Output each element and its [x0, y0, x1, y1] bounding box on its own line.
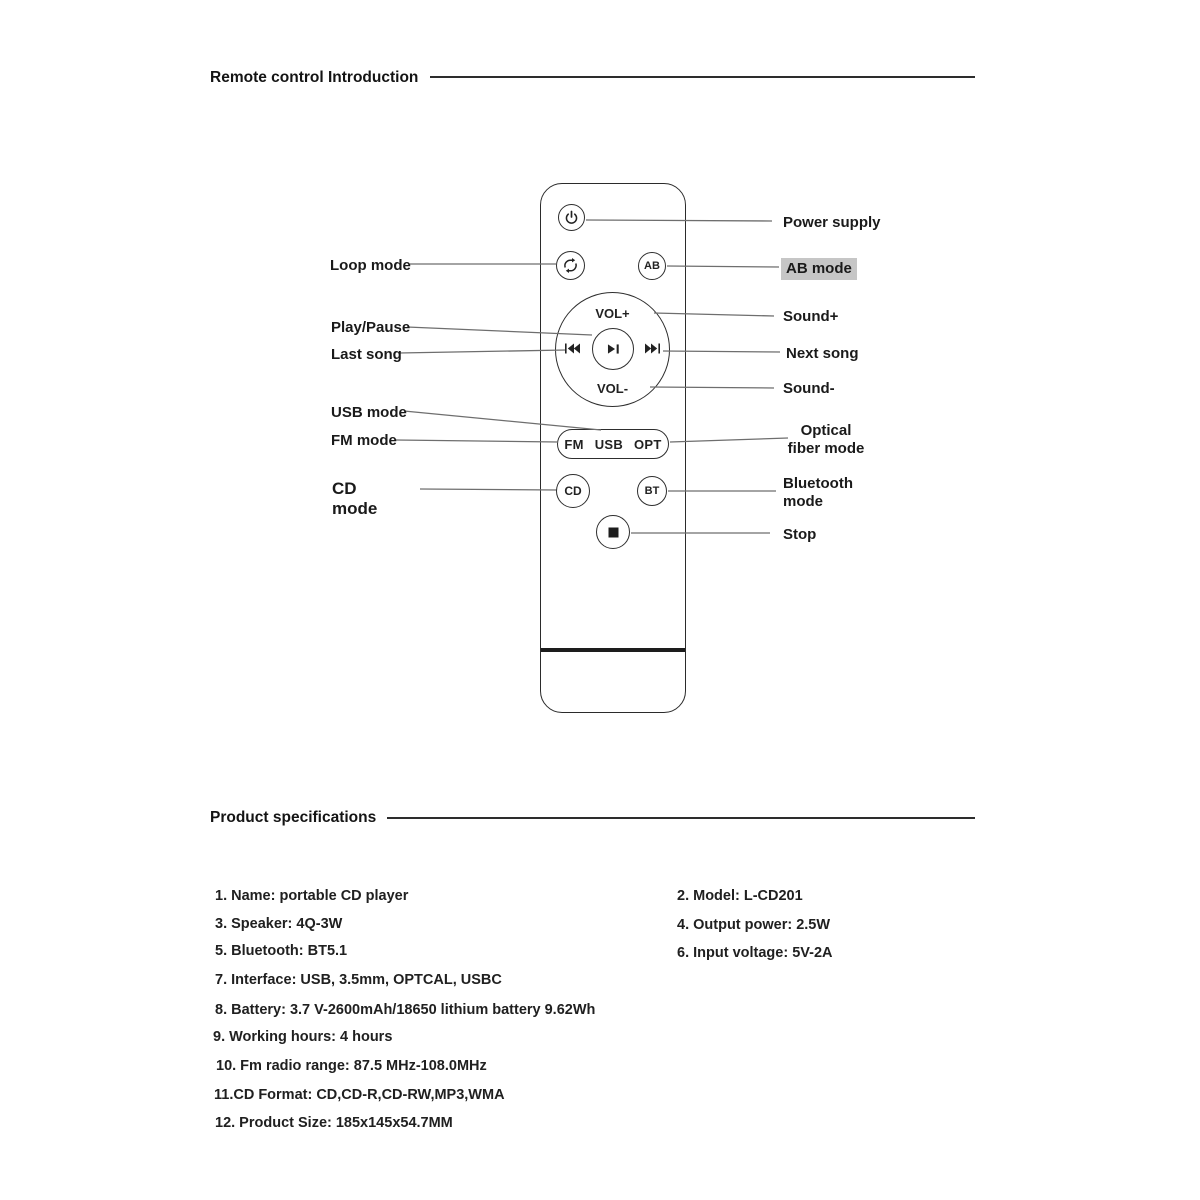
stop-square-icon [608, 527, 619, 538]
cd-button: CD [556, 474, 590, 508]
callout-power-supply: Power supply [783, 214, 881, 231]
spec-model: 2. Model: L-CD201 [677, 888, 803, 904]
power-icon [564, 210, 579, 225]
callout-ab-mode: AB mode [781, 258, 857, 280]
callout-next-song: Next song [786, 345, 859, 362]
callout-last-song: Last song [331, 346, 402, 363]
spec-output-power: 4. Output power: 2.5W [677, 917, 831, 933]
callout-cd-mode-line2: mode [332, 499, 378, 518]
spec-bluetooth: 5. Bluetooth: BT5.1 [215, 943, 348, 959]
spec-product-size: 12. Product Size: 185x145x54.7MM [215, 1115, 453, 1131]
leader-optical-mode [670, 438, 788, 442]
play-pause-icon [605, 341, 621, 357]
section-title-remote-intro: Remote control Introduction [210, 69, 419, 86]
header-rule-remote [430, 76, 975, 78]
mode-pill-button: FM USB OPT [557, 429, 669, 459]
loop-arrows-icon [562, 257, 579, 274]
spec-input-voltage: 6. Input voltage: 5V-2A [677, 945, 833, 961]
power-button [558, 204, 585, 231]
play-pause-button [592, 328, 634, 370]
callout-cd-mode [332, 479, 377, 519]
spec-name: 1. Name: portable CD player [215, 888, 409, 904]
vol-down-label: VOL- [596, 381, 629, 396]
spec-fm-range: 10. Fm radio range: 87.5 MHz-108.0MHz [216, 1058, 487, 1074]
vol-up-label: VOL+ [595, 306, 630, 321]
callout-optical-line2: fiber mode [787, 440, 865, 457]
callout-optical-line1: Optical [800, 422, 852, 439]
ab-button: AB [638, 252, 666, 280]
loop-button [556, 251, 585, 280]
spec-interface: 7. Interface: USB, 3.5mm, OPTCAL, USBC [215, 972, 502, 988]
spec-speaker: 3. Speaker: 4Q-3W [215, 916, 343, 932]
bt-button: BT [637, 476, 667, 506]
callout-usb-mode: USB mode [331, 404, 407, 421]
callout-loop-mode: Loop mode [330, 257, 411, 274]
callout-sound-plus: Sound+ [783, 308, 839, 325]
spec-working-hours: 9. Working hours: 4 hours [213, 1029, 393, 1045]
callout-fm-mode: FM mode [331, 432, 397, 449]
leader-fm-mode [396, 440, 558, 442]
callout-stop: Stop [783, 526, 817, 543]
spec-battery: 8. Battery: 3.7 V-2600mAh/18650 lithium battery 9.62Wh [215, 1002, 596, 1018]
previous-track-icon [564, 342, 581, 355]
callout-cd-mode-line1: CD [332, 479, 357, 498]
stop-button [596, 515, 630, 549]
callout-bluetooth-line2: mode [783, 493, 824, 510]
spec-cd-format: 11.CD Format: CD,CD-R,CD-RW,MP3,WMA [214, 1087, 505, 1103]
next-track-icon [644, 342, 661, 355]
callout-optical-mode [779, 422, 873, 458]
section-title-product-specs: Product specifications [210, 809, 377, 826]
header-rule-specs [387, 817, 975, 819]
callout-play-pause: Play/Pause [331, 319, 411, 336]
callout-bluetooth-mode [783, 475, 853, 511]
remote-battery-cover-line [541, 648, 685, 652]
callout-bluetooth-line1: Bluetooth [783, 475, 853, 492]
callout-sound-minus: Sound- [783, 380, 835, 397]
leader-cd-mode [420, 489, 557, 490]
